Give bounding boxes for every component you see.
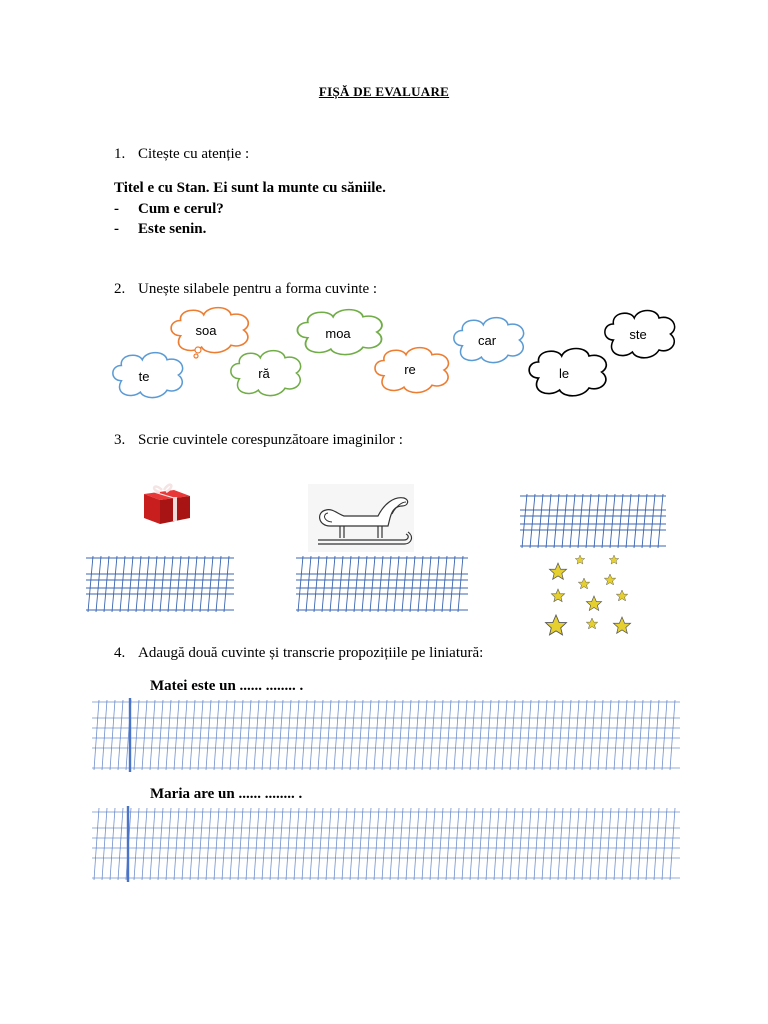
slant-guide-line	[458, 556, 463, 612]
slant-guide-line	[334, 700, 339, 770]
slant-guide-line	[158, 808, 163, 880]
slant-guide-line	[446, 808, 451, 880]
cloud-syllable: ră	[258, 366, 270, 381]
cloud-ste[interactable]	[605, 311, 675, 358]
slant-guide-line	[510, 808, 515, 880]
slant-guide-line	[334, 808, 339, 880]
exercise-4-text: Adaugă două cuvinte și transcrie propozițiile pe liniatură:	[138, 645, 484, 661]
slant-guide-line	[230, 700, 235, 770]
slant-guide-line	[422, 808, 427, 880]
slant-guide-line	[510, 700, 515, 770]
slant-guide-line	[606, 700, 611, 770]
writing-ruling-gift[interactable]	[86, 554, 234, 614]
slant-guide-line	[558, 808, 563, 880]
slant-guide-line	[214, 700, 219, 770]
cloud-syllable: soa	[195, 323, 217, 338]
slant-guide-line	[398, 808, 403, 880]
slant-guide-line	[338, 556, 343, 612]
slant-guide-line	[574, 808, 579, 880]
slant-guide-line	[168, 556, 173, 612]
slant-guide-line	[182, 808, 187, 880]
exercise-4-number: 4.	[114, 645, 126, 661]
dialog-text: Este senin.	[138, 221, 207, 237]
slant-guide-line	[322, 556, 327, 612]
slant-guide-line	[654, 700, 659, 770]
slant-guide-line	[294, 700, 299, 770]
slant-guide-line	[614, 700, 619, 770]
slant-guide-line	[662, 808, 667, 880]
slant-guide-line	[646, 808, 651, 880]
slant-guide-line	[104, 556, 109, 612]
slant-guide-line	[582, 700, 587, 770]
slant-guide-line	[626, 494, 631, 548]
slant-guide-line	[144, 556, 149, 612]
slant-guide-line	[614, 808, 619, 880]
slant-guide-line	[192, 556, 197, 612]
slant-guide-line	[94, 808, 99, 880]
slant-guide-line	[534, 700, 539, 770]
slant-guide-line	[318, 700, 323, 770]
slant-guide-line	[530, 494, 535, 548]
slant-guide-line	[598, 700, 603, 770]
slant-guide-line	[370, 556, 375, 612]
slant-guide-line	[358, 808, 363, 880]
slant-guide-line	[462, 700, 467, 770]
dialog-dash: -	[114, 221, 119, 237]
exercise-1-number: 1.	[114, 146, 126, 162]
slant-guide-line	[418, 556, 423, 612]
slant-guide-line	[622, 808, 627, 880]
slant-guide-line	[366, 700, 371, 770]
slant-guide-line	[342, 700, 347, 770]
slant-guide-line	[118, 700, 123, 770]
slant-guide-line	[406, 808, 411, 880]
slant-guide-line	[222, 700, 227, 770]
slant-guide-line	[150, 808, 155, 880]
slant-guide-line	[402, 556, 407, 612]
slant-guide-line	[570, 494, 575, 548]
slant-guide-line	[478, 808, 483, 880]
exercise-2-instruction	[114, 281, 377, 298]
slant-guide-line	[430, 700, 435, 770]
slant-guide-line	[446, 700, 451, 770]
slant-guide-line	[238, 700, 243, 770]
slant-guide-line	[454, 808, 459, 880]
slant-guide-line	[526, 700, 531, 770]
slant-guide-line	[362, 556, 367, 612]
slant-guide-line	[374, 808, 379, 880]
slant-guide-line	[182, 700, 187, 770]
slant-guide-line	[398, 700, 403, 770]
slant-guide-line	[558, 700, 563, 770]
slant-guide-line	[326, 700, 331, 770]
dialog-line-2	[114, 219, 386, 240]
slant-guide-line	[494, 808, 499, 880]
slant-guide-line	[650, 494, 655, 548]
slant-guide-line	[110, 808, 115, 880]
dialog-dash: -	[114, 200, 119, 217]
slant-guide-line	[278, 808, 283, 880]
slant-guide-line	[358, 700, 363, 770]
slant-guide-line	[386, 556, 391, 612]
story-line-1: Titel e cu Stan. Ei sunt la munte cu săniile.	[114, 180, 386, 196]
slant-guide-line	[518, 808, 523, 880]
gift-box-image	[140, 480, 196, 526]
writing-ruling-sentence-1[interactable]	[92, 698, 680, 772]
exercise-3-text: Scrie cuvintele corespunzătoare imaginilor :	[138, 432, 403, 448]
slant-guide-line	[426, 556, 431, 612]
slant-guide-line	[374, 700, 379, 770]
slant-guide-line	[278, 700, 283, 770]
slant-guide-line	[306, 556, 311, 612]
slant-guide-line	[470, 700, 475, 770]
slant-guide-line	[246, 700, 251, 770]
slant-guide-line	[174, 700, 179, 770]
exercise-1-instruction	[114, 146, 249, 163]
exercise-2-text: Unește silabele pentru a forma cuvinte :	[138, 281, 378, 297]
slant-guide-line	[406, 700, 411, 770]
slant-guide-line	[494, 700, 499, 770]
slant-guide-line	[670, 808, 675, 880]
slant-guide-line	[298, 556, 303, 612]
slant-guide-line	[546, 494, 551, 548]
cloud-syllable: moa	[325, 326, 351, 341]
slant-guide-line	[142, 700, 147, 770]
slant-guide-line	[262, 808, 267, 880]
slant-guide-line	[502, 700, 507, 770]
slant-guide-line	[578, 494, 583, 548]
slant-guide-line	[590, 808, 595, 880]
exercise-1-text: Citește cu atenție :	[138, 146, 250, 162]
dialog-line-1	[114, 199, 386, 220]
slant-guide-line	[438, 700, 443, 770]
slant-guide-line	[222, 808, 227, 880]
slant-guide-line	[102, 700, 107, 770]
slant-guide-line	[310, 808, 315, 880]
slant-guide-line	[486, 808, 491, 880]
slant-guide-line	[470, 808, 475, 880]
slant-guide-line	[270, 808, 275, 880]
slant-guide-line	[542, 808, 547, 880]
slant-guide-line	[206, 700, 211, 770]
slant-guide-line	[134, 808, 139, 880]
cloud-soa[interactable]	[171, 308, 248, 358]
slant-guide-line	[634, 494, 639, 548]
cloud-syllable: ste	[629, 327, 647, 342]
exercise-4-instruction	[114, 645, 483, 662]
slant-guide-line	[238, 808, 243, 880]
slant-guide-line	[354, 556, 359, 612]
reading-passage	[114, 178, 386, 240]
slant-guide-line	[390, 700, 395, 770]
exercise-3-number: 3.	[114, 432, 126, 448]
slant-guide-line	[214, 808, 219, 880]
slant-guide-line	[294, 808, 299, 880]
slant-guide-line	[190, 808, 195, 880]
slant-guide-line	[642, 494, 647, 548]
slant-guide-line	[190, 700, 195, 770]
slant-guide-line	[658, 494, 663, 548]
slant-guide-line	[184, 556, 189, 612]
slant-guide-line	[414, 700, 419, 770]
slant-guide-line	[522, 494, 527, 548]
slant-guide-line	[134, 700, 139, 770]
page-title: FIȘĂ DE EVALUARE	[318, 84, 450, 99]
slant-guide-line	[586, 494, 591, 548]
slant-guide-line	[326, 808, 331, 880]
slant-guide-line	[638, 700, 643, 770]
slant-guide-line	[112, 556, 117, 612]
slant-guide-line	[342, 808, 347, 880]
cloud-re[interactable]	[375, 348, 448, 393]
slant-guide-line	[454, 700, 459, 770]
slant-guide-line	[430, 808, 435, 880]
slant-guide-line	[206, 808, 211, 880]
slant-guide-line	[486, 700, 491, 770]
slant-guide-line	[534, 808, 539, 880]
slant-guide-line	[390, 808, 395, 880]
slant-guide-line	[110, 700, 115, 770]
cloud-syllable: te	[138, 369, 150, 384]
slant-guide-line	[224, 556, 229, 612]
slant-guide-line	[254, 808, 259, 880]
slant-guide-line	[120, 556, 125, 612]
slant-guide-line	[594, 494, 599, 548]
slant-guide-line	[350, 808, 355, 880]
cloud-moa[interactable]	[297, 310, 381, 355]
slant-guide-line	[542, 700, 547, 770]
slant-guide-line	[200, 556, 205, 612]
exercise-3-instruction	[114, 432, 403, 449]
slant-guide-line	[330, 556, 335, 612]
slant-guide-line	[136, 556, 141, 612]
slant-guide-line	[378, 556, 383, 612]
slant-guide-line	[302, 808, 307, 880]
slant-guide-line	[152, 556, 157, 612]
slant-guide-line	[574, 700, 579, 770]
slant-guide-line	[166, 808, 171, 880]
slant-guide-line	[286, 808, 291, 880]
slant-guide-line	[318, 808, 323, 880]
slant-guide-line	[254, 700, 259, 770]
slant-guide-line	[128, 556, 133, 612]
slant-guide-line	[286, 700, 291, 770]
slant-guide-line	[174, 808, 179, 880]
slant-guide-line	[590, 700, 595, 770]
slant-guide-line	[622, 700, 627, 770]
cloud-syllable: re	[404, 362, 416, 377]
sentence-1: Matei este un ...... ........ .	[150, 678, 304, 694]
slant-guide-line	[438, 808, 443, 880]
slant-guide-line	[630, 700, 635, 770]
slant-guide-line	[198, 808, 203, 880]
slant-guide-line	[654, 808, 659, 880]
cloud-ra[interactable]	[231, 351, 301, 396]
syllable-clouds	[0, 300, 768, 410]
slant-guide-line	[610, 494, 615, 548]
slant-guide-line	[160, 556, 165, 612]
slant-guide-line	[434, 556, 439, 612]
slant-guide-line	[550, 808, 555, 880]
cloud-te[interactable]	[113, 353, 183, 398]
slant-guide-line	[462, 808, 467, 880]
slant-guide-line	[230, 808, 235, 880]
slant-guide-line	[630, 808, 635, 880]
slant-guide-line	[96, 556, 101, 612]
slant-guide-line	[566, 700, 571, 770]
slant-guide-line	[270, 700, 275, 770]
exercise-2-number: 2.	[114, 281, 126, 297]
cloud-car[interactable]	[454, 318, 524, 363]
slant-guide-line	[118, 808, 123, 880]
slant-guide-line	[366, 808, 371, 880]
slant-guide-line	[94, 700, 99, 770]
slant-guide-line	[538, 494, 543, 548]
slant-guide-line	[350, 700, 355, 770]
slant-guide-line	[478, 700, 483, 770]
slant-guide-line	[158, 700, 163, 770]
slant-guide-line	[562, 494, 567, 548]
slant-guide-line	[602, 494, 607, 548]
slant-guide-line	[142, 808, 147, 880]
sentence-2: Maria are un ...... ........ .	[150, 786, 303, 802]
slant-guide-line	[310, 700, 315, 770]
slant-guide-line	[442, 556, 447, 612]
slant-guide-line	[102, 808, 107, 880]
slant-guide-line	[198, 700, 203, 770]
slant-guide-line	[566, 808, 571, 880]
slant-guide-line	[150, 700, 155, 770]
slant-guide-line	[518, 700, 523, 770]
writing-ruling-sled[interactable]	[296, 554, 468, 614]
writing-ruling-sentence-2[interactable]	[92, 806, 680, 882]
slant-guide-line	[382, 700, 387, 770]
slant-guide-line	[646, 700, 651, 770]
slant-guide-line	[176, 556, 181, 612]
slant-guide-line	[314, 556, 319, 612]
cloud-syllable: car	[477, 333, 497, 348]
slant-guide-line	[410, 556, 415, 612]
slant-guide-line	[662, 700, 667, 770]
slant-guide-line	[618, 494, 623, 548]
slant-guide-line	[526, 808, 531, 880]
slant-guide-line	[166, 700, 171, 770]
slant-guide-line	[382, 808, 387, 880]
slant-guide-line	[638, 808, 643, 880]
slant-guide-line	[394, 556, 399, 612]
slant-guide-line	[550, 700, 555, 770]
slant-guide-line	[88, 556, 93, 612]
dialog-text: Cum e cerul?	[138, 200, 224, 217]
slant-guide-line	[262, 700, 267, 770]
slant-guide-line	[606, 808, 611, 880]
slant-guide-line	[422, 700, 427, 770]
slant-guide-line	[582, 808, 587, 880]
sled-image	[308, 484, 414, 552]
slant-guide-line	[346, 556, 351, 612]
slant-guide-line	[246, 808, 251, 880]
slant-guide-line	[670, 700, 675, 770]
slant-guide-line	[414, 808, 419, 880]
cloud-syllable: le	[558, 366, 570, 381]
slant-guide-line	[554, 494, 559, 548]
cloud-le[interactable]	[529, 349, 606, 396]
writing-ruling-stars[interactable]	[520, 492, 666, 550]
slant-guide-line	[208, 556, 213, 612]
stars-image	[540, 552, 640, 640]
slant-guide-line	[598, 808, 603, 880]
slant-guide-line	[302, 700, 307, 770]
slant-guide-line	[450, 556, 455, 612]
slant-guide-line	[502, 808, 507, 880]
slant-guide-line	[216, 556, 221, 612]
